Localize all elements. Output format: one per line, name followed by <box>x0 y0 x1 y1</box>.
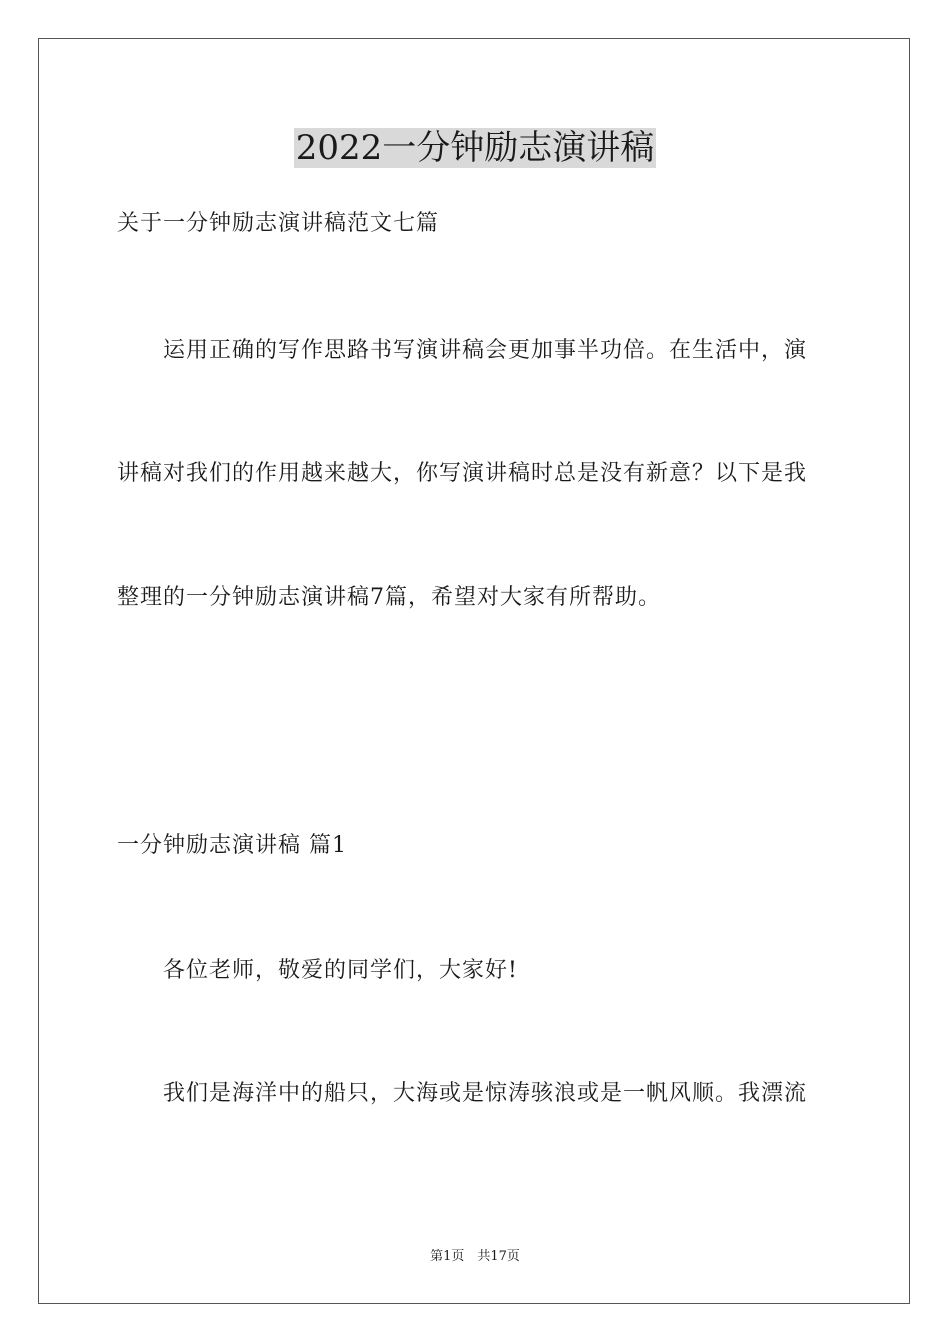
body-line-2: 我们是海洋中的船只，大海或是惊涛骇浪或是一帆风顺。我漂流 <box>163 1081 808 1106</box>
page-footer: 第1页 共17页 <box>430 1249 520 1264</box>
intro-line-1: 运用正确的写作思路书写演讲稿会更加事半功倍。在生活中，演 <box>163 338 808 363</box>
section-heading: 一分钟励志演讲稿 篇1 <box>117 833 347 858</box>
intro-line-3: 整理的一分钟励志演讲稿7篇，希望对大家有所帮助。 <box>117 585 661 610</box>
document-subtitle: 关于一分钟励志演讲稿范文七篇 <box>117 211 440 236</box>
document-title: 2022一分钟励志演讲稿 <box>295 128 655 168</box>
title-container <box>0 128 950 168</box>
body-line-1: 各位老师，敬爱的同学们，大家好! <box>163 958 518 983</box>
intro-line-2: 讲稿对我们的作用越来越大，你写演讲稿时总是没有新意？以下是我 <box>117 461 808 486</box>
